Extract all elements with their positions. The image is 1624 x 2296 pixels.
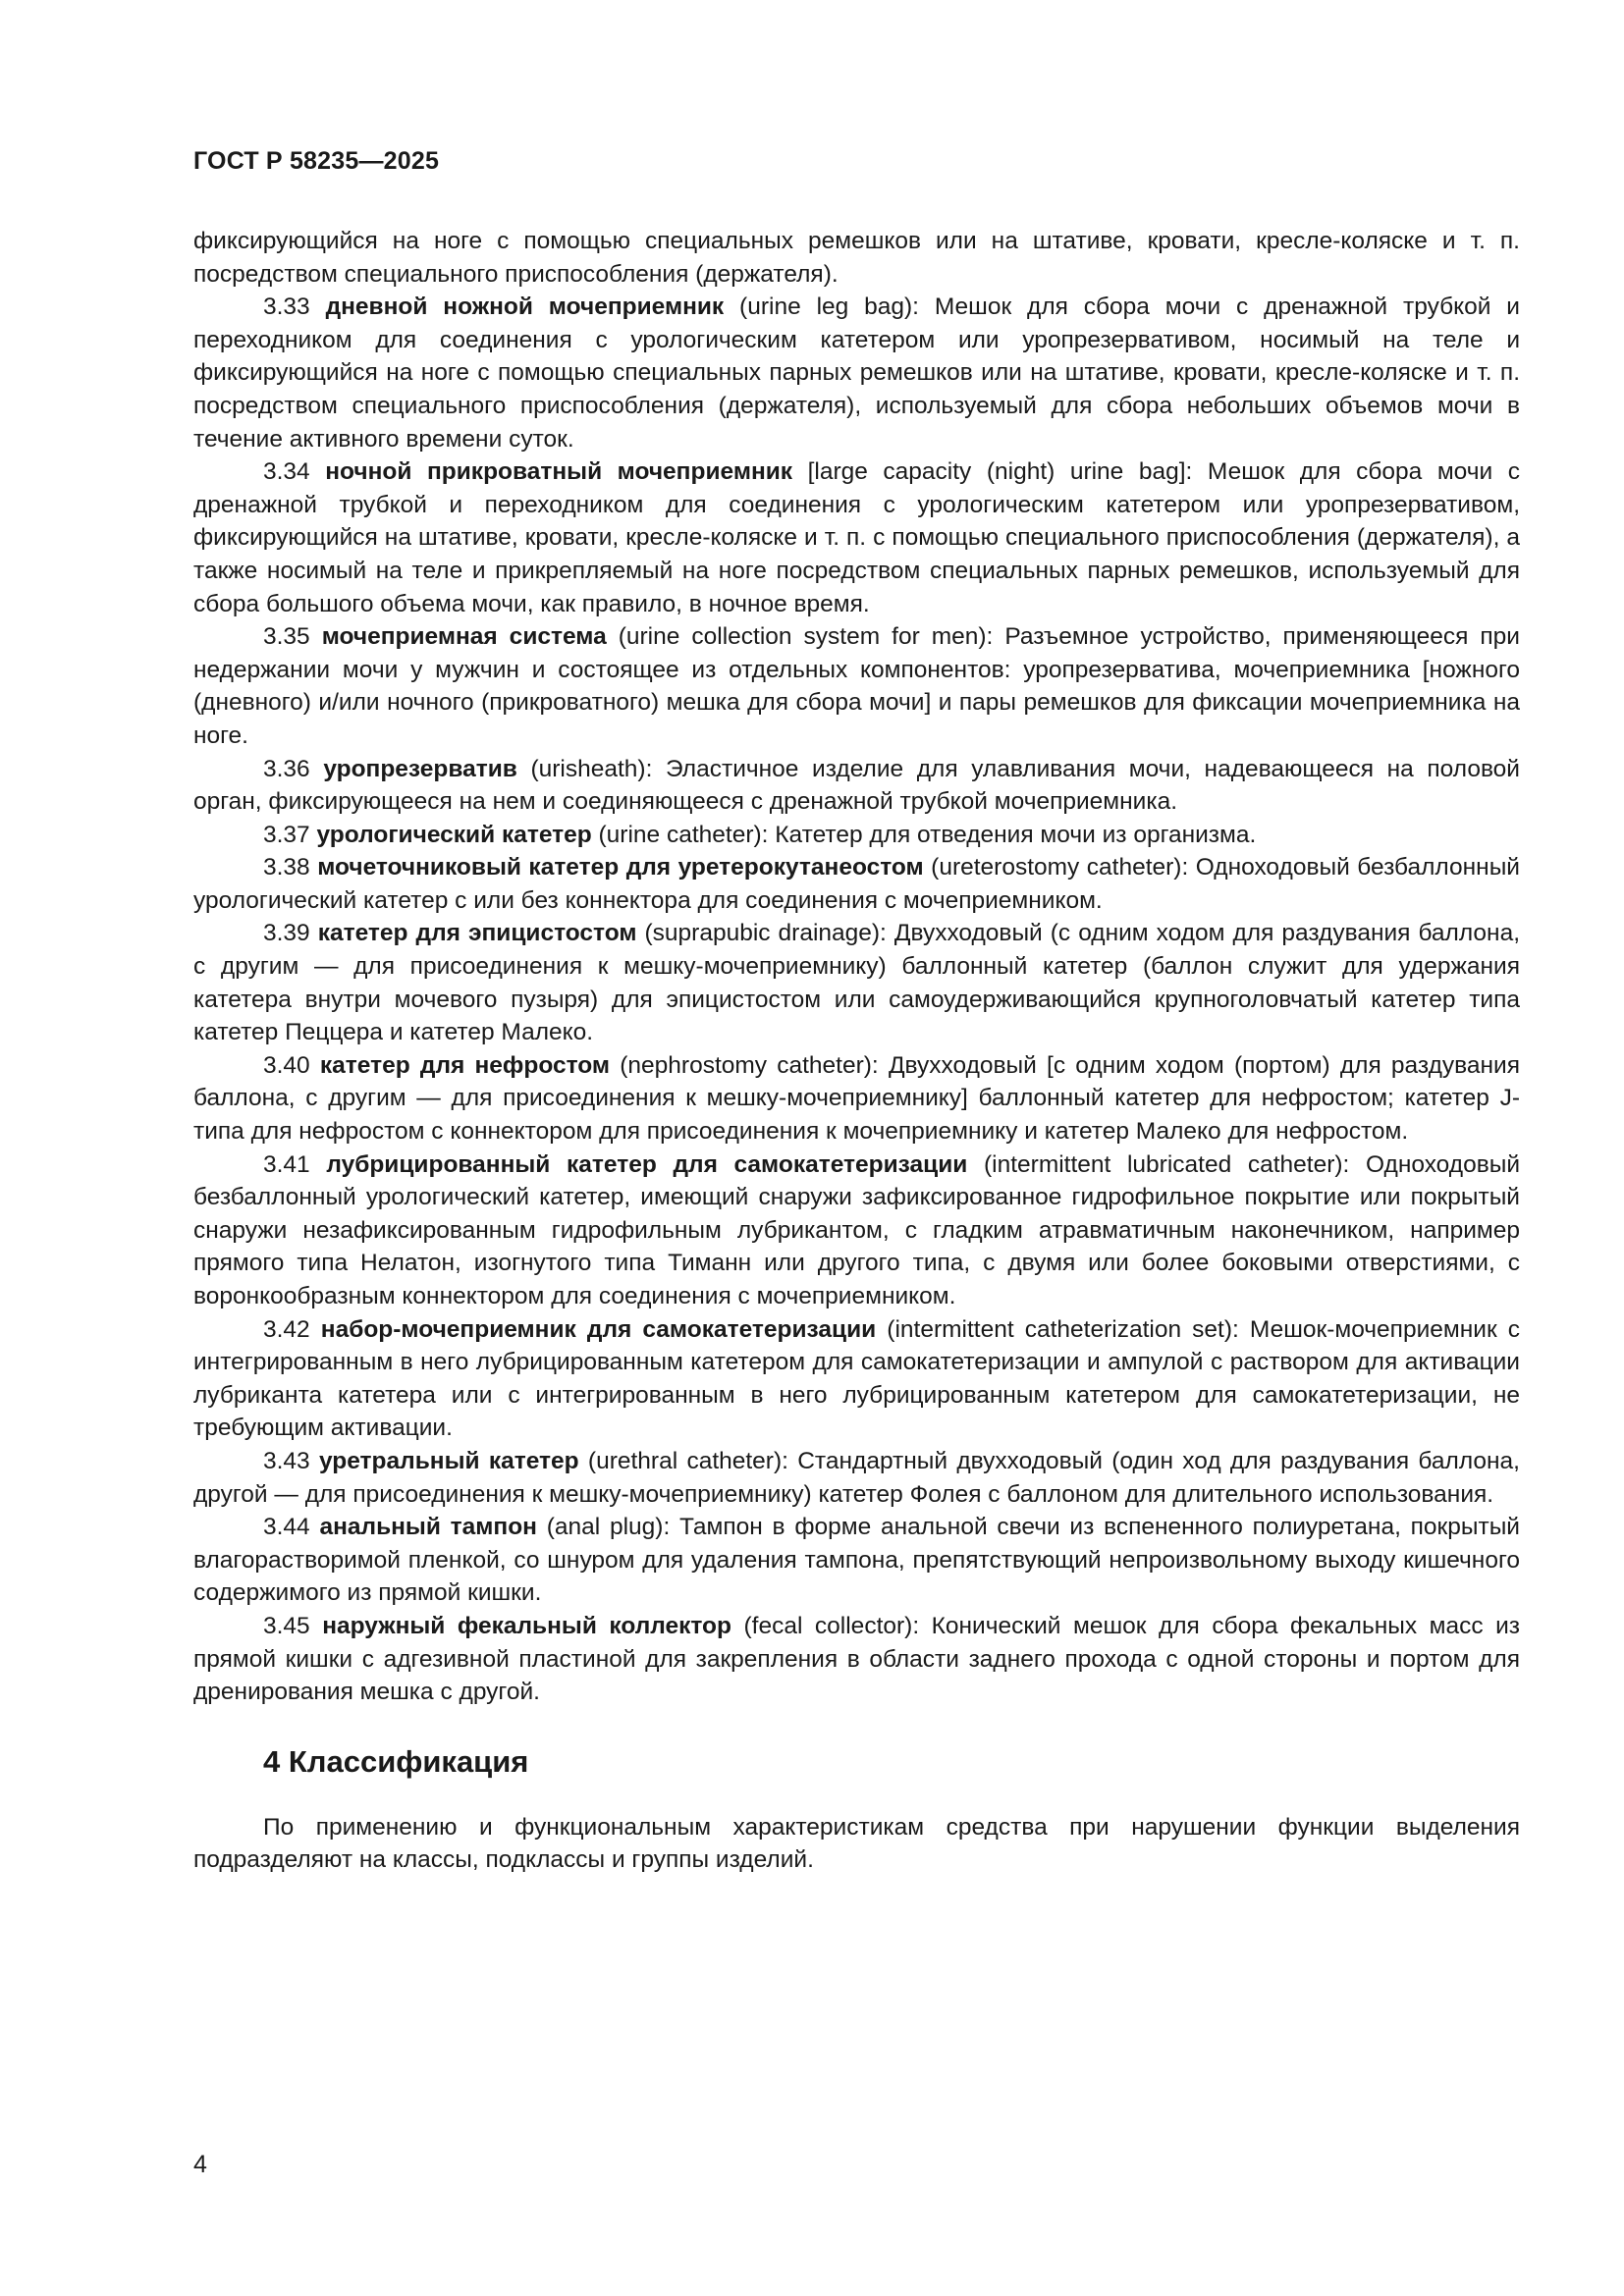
term-name: ночной прикроватный мочеприемник: [325, 458, 793, 486]
term-number: 3.45: [263, 1612, 310, 1639]
term-definition: (suprapubic drainage): Двухходовый (с одним ходом для раздувания баллона, с другим — для присоединения к мешку-мочеприемнику) баллонный катетер (баллон служит для удержания катетера внутри мочевого пузыря) для эпицистостом или самоудерживающийся крупноголовчатый катетер типа катетер Пеццера и катетер Малеко.: [193, 920, 1521, 1046]
term-name: уропрезерватив: [323, 755, 517, 782]
section-title: 4 Классификация: [263, 1743, 529, 1779]
term-name: мочеприемная система: [321, 623, 607, 651]
term-name: уретральный катетер: [318, 1447, 579, 1474]
term-name: мочеточниковый катетер для уретерокутанеостом: [317, 854, 924, 881]
term-name: наружный фекальный коллектор: [322, 1612, 731, 1639]
term-definition: (ureterostomy catheter): Одноходовый безбаллонный урологический катетер с или без коннектора для соединения с мочеприемником.: [193, 854, 1520, 914]
term-number: 3.35: [263, 623, 310, 651]
term-number: 3.41: [263, 1150, 310, 1178]
term-entry: [193, 620, 1520, 752]
page-number: 4: [193, 2151, 207, 2178]
term-name: набор-мочеприемник для самокатетеризации: [320, 1315, 877, 1343]
section-paragraph: По применению и функциональным характеристикам средства при нарушении функции выделения подразделяют на классы, подклассы и группы изделий.: [193, 1813, 1520, 1874]
term-definition: (intermittent lubricated catheter): Одноходовый безбаллонный урологический катетер, имеющий снаружи зафиксированное гидрофильное покрытие или покрытый снаружи незафиксированным гидрофильным лубрикантом, с гладким атравматичным наконечником, например прямого типа Нелатон, изогнутого типа Тиманн или другого типа, с двумя или более боковыми отверстиями, с воронкообразным коннектором для соединения с мочеприемником.: [193, 1150, 1520, 1309]
term-name: катетер для эпицистостом: [317, 920, 637, 947]
term-entry: [193, 1148, 1520, 1313]
term-entry: [193, 1610, 1520, 1709]
term-number: 3.40: [263, 1051, 310, 1079]
term-entry: [193, 1511, 1520, 1610]
term-number: 3.42: [263, 1315, 310, 1343]
term-entry: [193, 1049, 1520, 1148]
term-number: 3.34: [263, 458, 310, 486]
term-definition: (urine catheter): Катетер для отведения мочи из организма.: [591, 821, 1257, 848]
term-definition: (nephrostomy catheter): Двухходовый [с одним ходом (портом) для раздувания баллона, с другим — для присоединения к мешку-мочеприемнику] баллонный катетер для нефростом; катетер J-типа для нефростом с коннектором для присоединения к мочеприемнику и катетер Малеко для нефростом.: [193, 1051, 1521, 1146]
term-entry: [193, 851, 1520, 917]
term-definition: [large capacity (night) urine bag]: Мешок для сбора мочи с дренажной трубкой и переходником для соединения с урологическим катетером или уропрезервативом, фиксирующийся на штативе, кровати, кресле-коляске и т. п. с помощью специального приспособления (держателя), а также носимый на теле и прикрепляемый на ноге посредством специальных парных ремешков, используемый для сбора большого объема мочи, как правило, в ночное время.: [193, 458, 1520, 617]
term-definition: (urethral catheter): Стандартный двухходовый (один ход для раздувания баллона, другой — для присоединения к мешку-мочеприемнику) катетер Фолея с баллоном для длительного использования.: [193, 1447, 1520, 1508]
term-number: 3.43: [263, 1447, 310, 1474]
term-number: 3.37: [263, 821, 310, 848]
term-entry: [193, 291, 1520, 455]
term-entry: [193, 819, 1520, 852]
term-definition: (anal plug): Тампон в форме анальной свечи из вспененного полиуретана, покрытый влагорастворимой пленкой, со шнуром для удаления тампона, препятствующий непроизвольному выходу кишечного содержимого из прямой кишки.: [193, 1514, 1520, 1607]
term-definition: (urine leg bag): Мешок для сбора мочи с дренажной трубкой и переходником для соединения с урологическим катетером или уропрезервативом, носимый на теле и фиксирующийся на ноге с помощью специальных парных ремешков или на штативе, кровати, кресле-коляске и т. п. посредством специального приспособления (держателя), используемый для сбора небольших объемов мочи в течение активного времени суток.: [193, 294, 1520, 453]
continuation-paragraph: фиксирующийся на ноге с помощью специальных ремешков или на штативе, кровати, кресле-коляске и т. п. посредством специального приспособления (держателя).: [193, 228, 1520, 288]
term-name: урологический катетер: [316, 821, 592, 848]
term-definition: (intermittent catheterization set): Мешок-мочеприемник с интегрированным в него лубрицированным катетером для самокатетеризации и ампулой с раствором для активации лубриканта катетера или с интегрированным в него лубрицированным катетером для самокатетеризации, не требующим активации.: [193, 1315, 1520, 1442]
term-name: лубрицированный катетер для самокатетеризации: [326, 1150, 968, 1178]
term-entry: [193, 1313, 1520, 1445]
term-number: 3.38: [263, 854, 310, 881]
term-entry: [193, 917, 1520, 1048]
term-name: дневной ножной мочеприемник: [325, 294, 725, 321]
term-definition: (urine collection system for men): Разъемное устройство, применяющееся при недержании мочи у мужчин и состоящее из отдельных компонентов: уропрезерватива, мочеприемника [ножного (дневного) и/или ночного (прикроватного) мешка для сбора мочи] и пары ремешков для фиксации мочеприемника на ноге.: [193, 623, 1520, 749]
document-header: ГОСТ Р 58235—2025: [193, 147, 440, 175]
term-entry: [193, 1445, 1520, 1511]
term-entry: [193, 753, 1520, 819]
term-definition: (fecal collector): Конический мешок для сбора фекальных масс из прямой кишки с адгезивной пластиной для закрепления в области заднего прохода с одной стороны и портом для дренирования мешка с другой.: [193, 1612, 1521, 1706]
term-number: 3.39: [263, 920, 310, 947]
body-text: [193, 225, 1520, 1877]
term-name: катетер для нефростом: [319, 1051, 611, 1079]
term-definitions: [193, 291, 1520, 1709]
term-definition: (urisheath): Эластичное изделие для улавливания мочи, надевающееся на половой орган, фиксирующееся на нем и соединяющееся с дренажной трубкой мочеприемника.: [193, 755, 1520, 816]
term-number: 3.36: [263, 755, 310, 782]
term-number: 3.44: [263, 1514, 310, 1541]
term-number: 3.33: [263, 294, 310, 321]
term-name: анальный тампон: [319, 1514, 537, 1541]
term-entry: [193, 455, 1520, 620]
